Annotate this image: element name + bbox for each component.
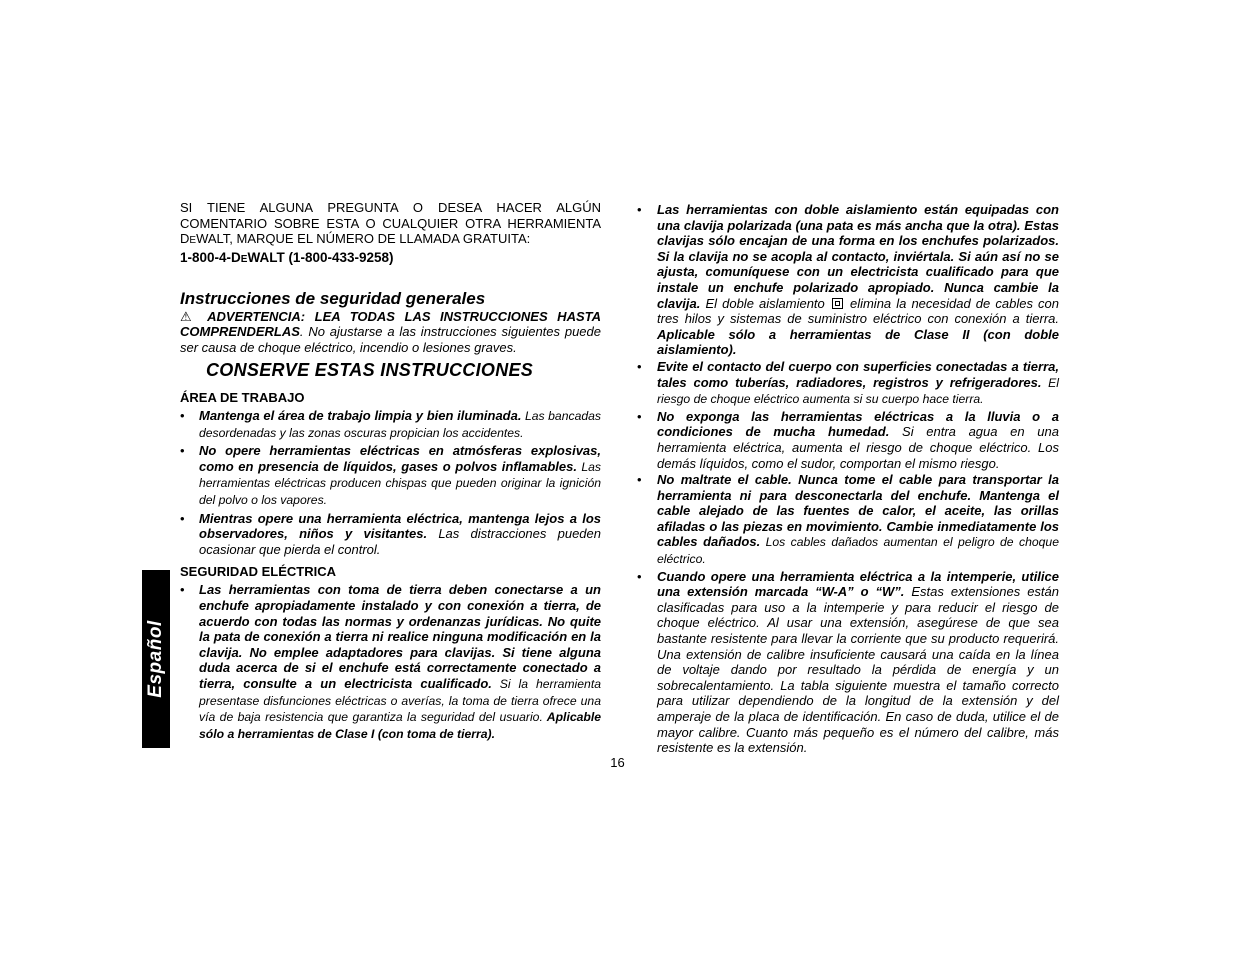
list-item <box>180 408 601 441</box>
item-text: El riesgo de choque eléctrico aumenta si su cuerpo hace tierra. <box>657 375 1059 407</box>
warning-bold: ADVERTENCIA: LEA TODAS LAS INSTRUCCIONES HASTA COMPRENDERLAS <box>180 308 601 339</box>
page-number: 16 <box>610 755 625 770</box>
intro-line-2: COMENTARIO SOBRE ESTA O CUALQUIER OTRA HERRAMIENTA <box>180 215 601 231</box>
item-bold: No exponga las herramientas eléctricas a la lluvia o a condiciones de mucha humedad. <box>657 408 1059 440</box>
item-text: El doble aislamiento <box>700 295 830 311</box>
item-bold: No maltrate el cable. Nunca tome el cable para transportar la herramienta ni para desconectarla del enchufe. Mantenga el cable alejado de las fuentes de calor, el aceite, las orillas afiladas o las piezas en movimiento. Cambie inmediatamente los cables dañados. <box>657 472 1059 550</box>
item-bold: Las herramientas con doble aislamiento están equipadas con una clavija polarizada (una pata es más ancha que la otra). Estas clavijas sólo encajan de una forma en los enchufes polarizados. Si la clavija no se acopla al contacto, inviértala. Si aún así no se ajusta, comuníquese con un electricista cualificado para que instale un enchufe polarizado apropiado. Nunca cambie la clavija. <box>657 202 1059 311</box>
bullet: • <box>637 568 642 584</box>
item-bold: No opere herramientas eléctricas en atmósferas explosivas, como en presencia de líquidos, gases o polvos inflamables. <box>199 443 601 474</box>
item-text: Si la herramienta presentase disfunciones eléctricas o averías, la toma de tierra ofrece una vía de baja resistencia que garantiza la seguridad del usuario. <box>199 676 601 725</box>
left-column <box>180 200 601 744</box>
item-bold: Mantenga el área de trabajo limpia y bien iluminada. <box>199 408 522 423</box>
item-text-2: elimina la necesidad de cables con tres hilos y sistemas de suministro eléctrico con conexión a tierra. <box>657 295 1059 327</box>
item-text: Estas extensiones están clasificadas para uso a la intemperie y para reducir el riesgo de choque eléctrico. Al usar una extensión, asegúrese de que sea bastante resistente para llevar la corriente que su producto requerirá. Una extensión de calibre insuficiente causará una caída en la línea de voltaje dando por resultado la pérdida de energía y un sobrecalentamiento. La tabla siguiente muestra el tamaño correcto para utilizar dependiendo de la longitud de la extensión y del amperaje de la placa de identificación. En caso de duda, utilice el de mayor calibre. Cuanto más pequeño es el número del calibre, más resistente es la extensión. <box>657 584 1060 756</box>
phone-part-b: WALT (1-800-433-9258) <box>247 249 394 265</box>
item-bold-2: Aplicable sólo a herramientas de Clase I (con toma de tierra). <box>199 710 601 741</box>
item-text: Los cables dañados aumentan el peligro de choque eléctrico. <box>657 535 1059 567</box>
list-item <box>180 511 601 558</box>
right-column <box>637 200 1059 757</box>
list-item <box>180 443 601 508</box>
work-area-heading: ÁREA DE TRABAJO <box>180 390 305 405</box>
electrical-heading: SEGURIDAD ELÉCTRICA <box>180 564 337 580</box>
list-item <box>637 359 1059 408</box>
phone-number <box>180 249 601 268</box>
item-text: Las bancadas desordenadas y las zonas oscuras propician los accidentes. <box>199 409 601 440</box>
language-tab <box>142 570 170 748</box>
bullet: • <box>637 408 642 424</box>
list-item <box>637 202 1059 358</box>
intro-line-3-text: WALT, MARQUE EL NÚMERO DE LLAMADA GRATUITA: <box>196 231 531 246</box>
bullet: • <box>637 358 642 374</box>
warning-text: . No ajustarse a las instrucciones siguientes puede ser causa de choque eléctrico, incendio o lesiones graves. <box>180 324 601 355</box>
item-bold: Cuando opere una herramienta eléctrica a la intemperie, utilice una extensión marcada “W-A” o “W”. <box>657 568 1059 600</box>
intro-line-1: SI TIENE ALGUNA PREGUNTA O DESEA HACER ALGÚN <box>180 200 601 215</box>
bullet: • <box>180 510 185 526</box>
conserve-heading: CONSERVE ESTAS INSTRUCCIONES <box>206 360 534 380</box>
phone-part-e: E <box>240 253 248 265</box>
language-tab-label: Español <box>145 620 166 698</box>
brand-d: D <box>180 231 190 246</box>
phone-part-a: 1-800-4-D <box>180 249 241 265</box>
item-text: Las herramientas eléctricas producen chispas que pueden originar la ignición del polvo o los vapores. <box>199 459 601 507</box>
item-bold-2: Aplicable sólo a herramientas de Clase II (con doble aislamiento). <box>657 326 1059 358</box>
double-insulation-icon <box>832 298 843 309</box>
brand-e: E <box>189 235 197 246</box>
list-item <box>637 409 1059 471</box>
bullet: • <box>180 443 185 459</box>
item-bold: Evite el contacto del cuerpo con superficies conectadas a tierra, tales como tuberías, radiadores, registros y refrigeradores. <box>657 358 1059 390</box>
safety-title: Instrucciones de seguridad generales <box>180 288 486 308</box>
bullet: • <box>637 202 642 217</box>
bullet: • <box>180 582 185 598</box>
warning-paragraph <box>180 309 601 356</box>
electrical-list <box>180 582 601 742</box>
list-item <box>637 569 1059 756</box>
right-list <box>637 202 1059 756</box>
item-bold: Las herramientas con toma de tierra deben conectarse a un enchufe apropiadamente instalado y con conexión a tierra, de acuerdo con todas las normas y ordenanzas jurídicas. No quite la pata de conexión a tierra ni realice ninguna modificación en la clavija. No emplee adaptadores para clavijas. Si tiene alguna duda acerca de si el enchufe está correctamente conectado a tierra, consulte a un electricista cualificado. <box>199 582 601 691</box>
item-text: Si entra agua en una herramienta eléctrica, aumenta el riesgo de choque eléctrico. Los demás líquidos, como el sudor, comportan el mismo riesgo. <box>657 424 1059 471</box>
bullet: • <box>637 472 642 488</box>
list-item <box>180 582 601 742</box>
item-bold: Mientras opere una herramienta eléctrica, mantenga lejos a los observadores, niños y visitantes. <box>199 510 601 542</box>
work-area-list <box>180 408 601 557</box>
item-text: Las distracciones pueden ocasionar que pierda el control. <box>199 526 601 557</box>
bullet: • <box>180 408 185 423</box>
intro-line-3 <box>180 231 601 249</box>
warning-icon: ⚠ <box>180 308 198 324</box>
list-item <box>637 472 1059 568</box>
